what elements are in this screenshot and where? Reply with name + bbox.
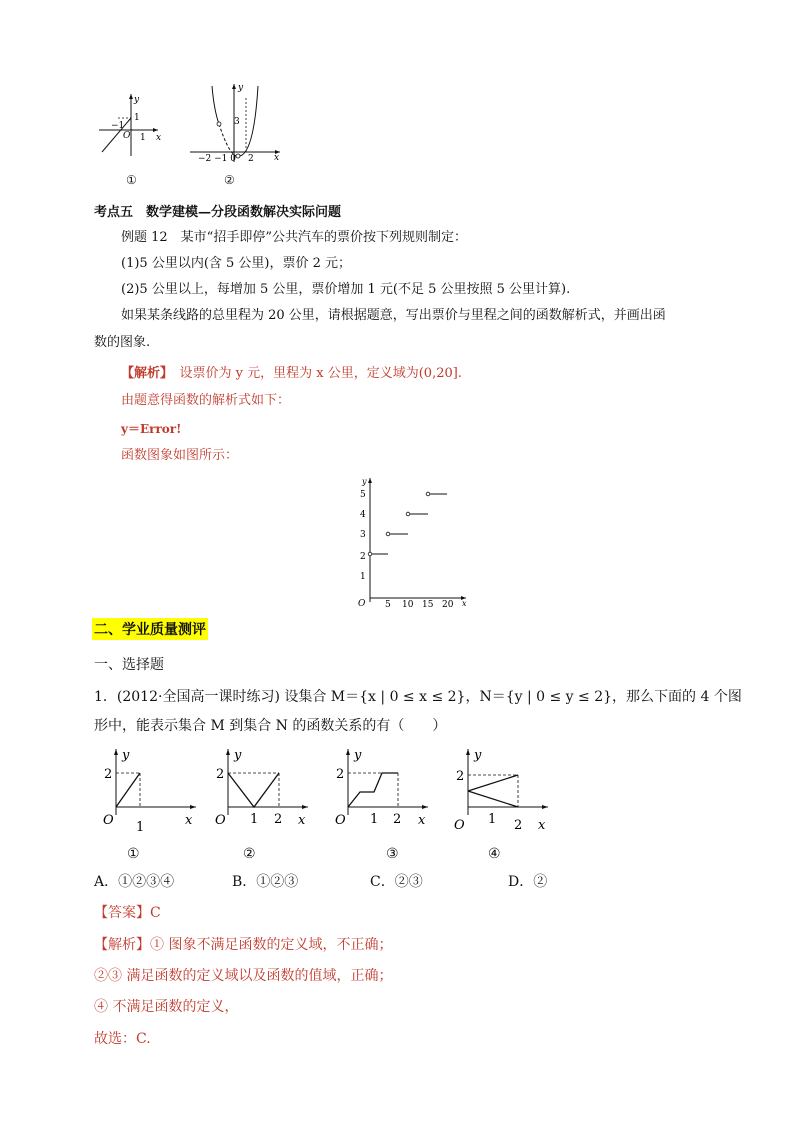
section-sub: 一、选择题: [94, 657, 164, 673]
step-x-20: 20: [442, 600, 454, 610]
question-1-line-1: 1．(2012·全国高一课时练习) 设集合 M＝{x | 0 ≤ x ≤ 2}，N＝{y | 0 ≤ y ≤ 2}，那么下面的 4 个图: [94, 689, 742, 705]
parabola-solid-left: [212, 86, 219, 124]
q1-x-label: x: [185, 813, 193, 828]
solution-line-1: [121, 365, 462, 383]
section-heading: 二、学业质量测评: [92, 618, 208, 640]
example-12-line-1: 例题 12 某市“招手即停”公共汽车的票价按下列规则制定：: [121, 230, 467, 245]
option-b[interactable]: B．①②③: [232, 874, 299, 890]
q3-graph-line: [348, 773, 398, 807]
step-x-10: 10: [402, 600, 414, 610]
step-y-5: 5: [360, 490, 366, 500]
section-5-title: 考点五 数学建模—分段函数解决实际问题: [94, 205, 342, 220]
q1-y-2: 2: [104, 767, 113, 782]
figure-2-caption: ②: [224, 173, 235, 187]
figure-1-linear-graph: [94, 88, 164, 160]
q3-x-1: 1: [370, 812, 379, 827]
example-12-line-4: 如果某条线路的总里程为 20 公里，请根据题意，写出票价与里程之间的函数解析式，并画出函: [121, 308, 666, 323]
q4-x-label: x: [538, 818, 546, 833]
fig2-x2: 2: [248, 154, 254, 164]
step-y-1: 1: [360, 572, 366, 582]
step-function-chart: [348, 474, 474, 610]
explanation-line-1: [94, 936, 392, 954]
graph-2-caption: ②: [243, 846, 256, 862]
step-y-4: 4: [360, 510, 366, 520]
fig1-neg1: −1: [111, 121, 125, 131]
answer-line: 【答案】C: [94, 905, 161, 921]
q2-y-label: y: [234, 748, 242, 763]
option-c[interactable]: C．②③: [370, 874, 423, 890]
q4-x-1: 1: [488, 812, 497, 827]
figure-2-parabola-graph: [188, 80, 284, 164]
question-1-line-2: 形中，能表示集合 M 到集合 N 的函数关系的有（ ）: [94, 718, 447, 734]
figure-1-caption: ①: [126, 173, 137, 187]
step-y-2: 2: [360, 552, 366, 562]
q4-y-label: y: [474, 748, 482, 763]
question-graph-4: [448, 745, 552, 837]
option-d[interactable]: D．②: [508, 874, 548, 890]
q1-graph-line: [116, 773, 140, 807]
fig1-pos1-y: 1: [134, 113, 140, 123]
q3-origin: O: [335, 813, 346, 828]
example-12-line-5: 数的图象.: [94, 335, 151, 350]
q2-x-2: 2: [274, 812, 283, 827]
example-12-line-3: (2)5 公里以上，每增加 5 公里，票价增加 1 元(不足 5 公里按照 5 公里计算).: [121, 282, 571, 297]
solution-line-3: y＝Error!: [121, 422, 182, 436]
q4-graph-line-up: [468, 775, 518, 791]
explanation-line-2: ②③ 满足函数的定义域以及函数的值域，正确；: [94, 968, 393, 984]
q4-origin: O: [454, 818, 465, 833]
step-x-15: 15: [422, 600, 434, 610]
explanation-line-4: 故选：C.: [94, 1031, 151, 1047]
fig2-y-label: y: [238, 83, 244, 93]
solution-tag: 【解析】: [121, 366, 167, 381]
q3-x-label: x: [418, 813, 426, 828]
q1-x-1: 1: [136, 820, 145, 835]
q4-y-2: 2: [456, 769, 465, 784]
graph-1-caption: ①: [127, 846, 140, 862]
fig2-x-ticks: −2 −1 0: [198, 154, 236, 164]
step-x-label: x: [462, 599, 467, 608]
explanation-tag: 【解析】: [94, 937, 150, 953]
q3-y-label: y: [354, 748, 362, 763]
step-origin: O: [358, 599, 366, 609]
fig1-x-label: x: [156, 133, 162, 143]
parabola-dashed: [219, 124, 236, 156]
q2-y-2: 2: [216, 767, 225, 782]
q2-x-label: x: [298, 813, 306, 828]
question-graph-2: [210, 745, 314, 837]
q2-graph-line: [228, 773, 279, 807]
q3-y-2: 2: [336, 767, 345, 782]
q1-y-label: y: [122, 748, 130, 763]
q4-graph-line-down: [468, 791, 518, 807]
fig1-y-label: y: [134, 95, 140, 105]
solution-text-1: 设票价为 y 元，里程为 x 公里，定义域为(0,20].: [166, 366, 462, 381]
graph-4-caption: ④: [488, 846, 501, 862]
step-y-3: 3: [360, 530, 366, 540]
parabola-solid-right: [240, 86, 258, 156]
q2-x-1: 1: [250, 812, 259, 827]
example-12-line-2: (1)5 公里以内(含 5 公里)，票价 2 元；: [121, 256, 352, 271]
graph-3-caption: ③: [386, 846, 399, 862]
fig1-origin: O: [123, 131, 131, 141]
q1-origin: O: [103, 813, 114, 828]
step-x-5: 5: [385, 600, 391, 610]
question-graph-3: [330, 745, 434, 837]
fig2-x-label: x: [274, 153, 280, 163]
fig2-y3: 3: [234, 117, 240, 127]
solution-line-4: 函数图象如图所示：: [121, 448, 239, 463]
option-a[interactable]: A．①②③④: [94, 874, 175, 890]
step-y-label: y: [362, 477, 367, 486]
explanation-line-3: ④ 不满足函数的定义，: [94, 999, 239, 1015]
q2-origin: O: [215, 813, 226, 828]
question-graph-1: [96, 745, 200, 837]
fig1-pos1-x: 1: [140, 133, 146, 143]
q3-x-2: 2: [393, 812, 402, 827]
q4-x-2: 2: [514, 818, 523, 833]
explanation-text-1: ① 图象不满足函数的定义域，不正确；: [150, 937, 393, 953]
solution-line-2: 由题意得函数的解析式如下：: [121, 393, 291, 408]
